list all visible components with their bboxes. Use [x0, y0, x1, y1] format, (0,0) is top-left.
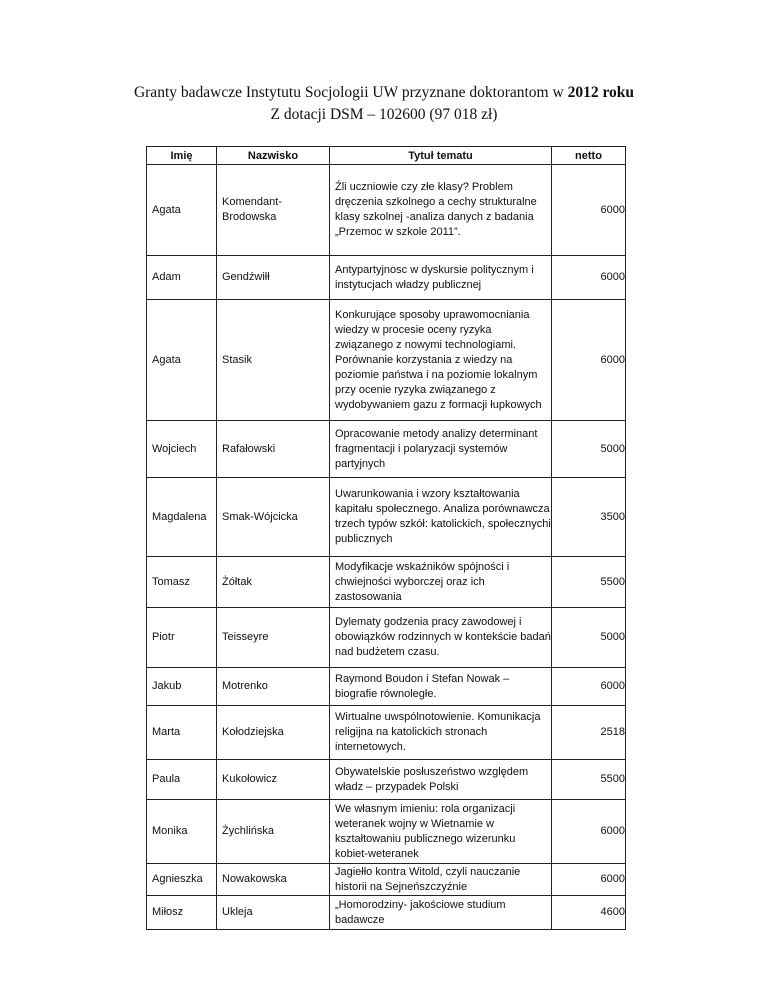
cell-netto: 5000: [552, 421, 626, 478]
cell-netto: 3500: [552, 478, 626, 557]
document-header: [0, 82, 768, 126]
cell-title: Konkurujące sposoby uprawomocniania wiedzy w procesie oceny ryzyka związanego z nowymi technologiami. Porównanie korzystania z wiedzy na poziomie państwa i na poziomie lokalnym przy ocenie ryzyka związanego z wydobywaniem gazu z formacji łupkowych: [330, 300, 552, 421]
cell-first-name: Agnieszka: [147, 864, 217, 896]
column-header-first-name: Imię: [147, 147, 217, 165]
table-row: [147, 165, 626, 256]
cell-netto: 2518: [552, 706, 626, 760]
cell-last-name: Rafałowski: [217, 421, 330, 478]
cell-title: Raymond Boudon i Stefan Nowak – biografie równoległe.: [330, 668, 552, 706]
cell-first-name: Adam: [147, 256, 217, 300]
title-prefix: Granty badawcze Instytutu Socjologii UW przyznane doktorantom w: [133, 84, 568, 101]
cell-first-name: Miłosz: [147, 896, 217, 930]
cell-last-name: Gendźwiłł: [217, 256, 330, 300]
cell-first-name: Magdalena: [147, 478, 217, 557]
cell-title: Jagiełło kontra Witold, czyli nauczanie historii na Sejneńszczyźnie: [330, 864, 552, 896]
cell-last-name: Kukołowicz: [217, 760, 330, 800]
cell-last-name: Teisseyre: [217, 608, 330, 668]
column-header-last-name: Nazwisko: [217, 147, 330, 165]
cell-first-name: Paula: [147, 760, 217, 800]
cell-netto: 5500: [552, 557, 626, 608]
table-row: [147, 864, 626, 896]
table-row: [147, 300, 626, 421]
cell-last-name: Stasik: [217, 300, 330, 421]
grants-table: [146, 146, 626, 930]
cell-netto: 6000: [552, 800, 626, 864]
cell-netto: 5000: [552, 608, 626, 668]
cell-first-name: Wojciech: [147, 421, 217, 478]
cell-first-name: Monika: [147, 800, 217, 864]
table-row: [147, 896, 626, 930]
cell-netto: 5500: [552, 760, 626, 800]
cell-title: Modyfikacje wskaźników spójności i chwiejności wyborczej oraz ich zastosowania: [330, 557, 552, 608]
cell-last-name: Motrenko: [217, 668, 330, 706]
table-row: [147, 421, 626, 478]
cell-last-name: Smak-Wójcicka: [217, 478, 330, 557]
cell-last-name: Nowakowska: [217, 864, 330, 896]
cell-first-name: Jakub: [147, 668, 217, 706]
cell-first-name: Marta: [147, 706, 217, 760]
column-header-netto: netto: [552, 147, 626, 165]
cell-netto: 6000: [552, 165, 626, 256]
table-row: [147, 557, 626, 608]
cell-title: Opracowanie metody analizy determinant fragmentacji i polaryzacji systemów partyjnych: [330, 421, 552, 478]
cell-last-name: Komendant-Brodowska: [217, 165, 330, 256]
cell-netto: 4600: [552, 896, 626, 930]
cell-title: Wirtualne uwspólnotowienie. Komunikacja religijna na katolickich stronach internetowych.: [330, 706, 552, 760]
cell-netto: 6000: [552, 256, 626, 300]
cell-first-name: Tomasz: [147, 557, 217, 608]
title-year: 2012 roku: [567, 84, 635, 101]
column-header-title: Tytuł tematu: [330, 147, 552, 165]
document-subtitle: Z dotacji DSM – 102600 (97 018 zł): [270, 106, 498, 123]
document-title: [0, 82, 768, 104]
table-row: [147, 760, 626, 800]
cell-title: Źli uczniowie czy złe klasy? Problem dręczenia szkolnego a cechy strukturalne klasy szkolnej -analiza danych z badania „Przemoc w szkole 2011”.: [330, 165, 552, 256]
table-row: [147, 800, 626, 864]
table-row: [147, 668, 626, 706]
table-row: [147, 608, 626, 668]
cell-last-name: Ukleja: [217, 896, 330, 930]
cell-last-name: Kołodziejska: [217, 706, 330, 760]
cell-title: We własnym imieniu: rola organizacji weteranek wojny w Wietnamie w kształtowaniu publicznego wizerunku kobiet-weteranek: [330, 800, 552, 864]
table-row: [147, 256, 626, 300]
cell-title: „Homorodziny- jakościowe studium badawcze: [330, 896, 552, 930]
cell-first-name: Agata: [147, 165, 217, 256]
cell-title: Obywatelskie posłuszeństwo względem władz – przypadek Polski: [330, 760, 552, 800]
cell-netto: 6000: [552, 864, 626, 896]
cell-first-name: Agata: [147, 300, 217, 421]
cell-first-name: Piotr: [147, 608, 217, 668]
cell-title: Antypartyjnosc w dyskursie politycznym i instytucjach władzy publicznej: [330, 256, 552, 300]
table-row: [147, 478, 626, 557]
table-header-row: [147, 147, 626, 165]
cell-last-name: Żychlińska: [217, 800, 330, 864]
cell-title: Dylematy godzenia pracy zawodowej i obowiązków rodzinnych w kontekście badań nad budżetem czasu.: [330, 608, 552, 668]
table-row: [147, 706, 626, 760]
cell-netto: 6000: [552, 300, 626, 421]
cell-last-name: Żółtak: [217, 557, 330, 608]
cell-netto: 6000: [552, 668, 626, 706]
cell-title: Uwarunkowania i wzory kształtowania kapitału społecznego. Analiza porównawcza trzech typów szkół: katolickich, społecznychi publicznych: [330, 478, 552, 557]
